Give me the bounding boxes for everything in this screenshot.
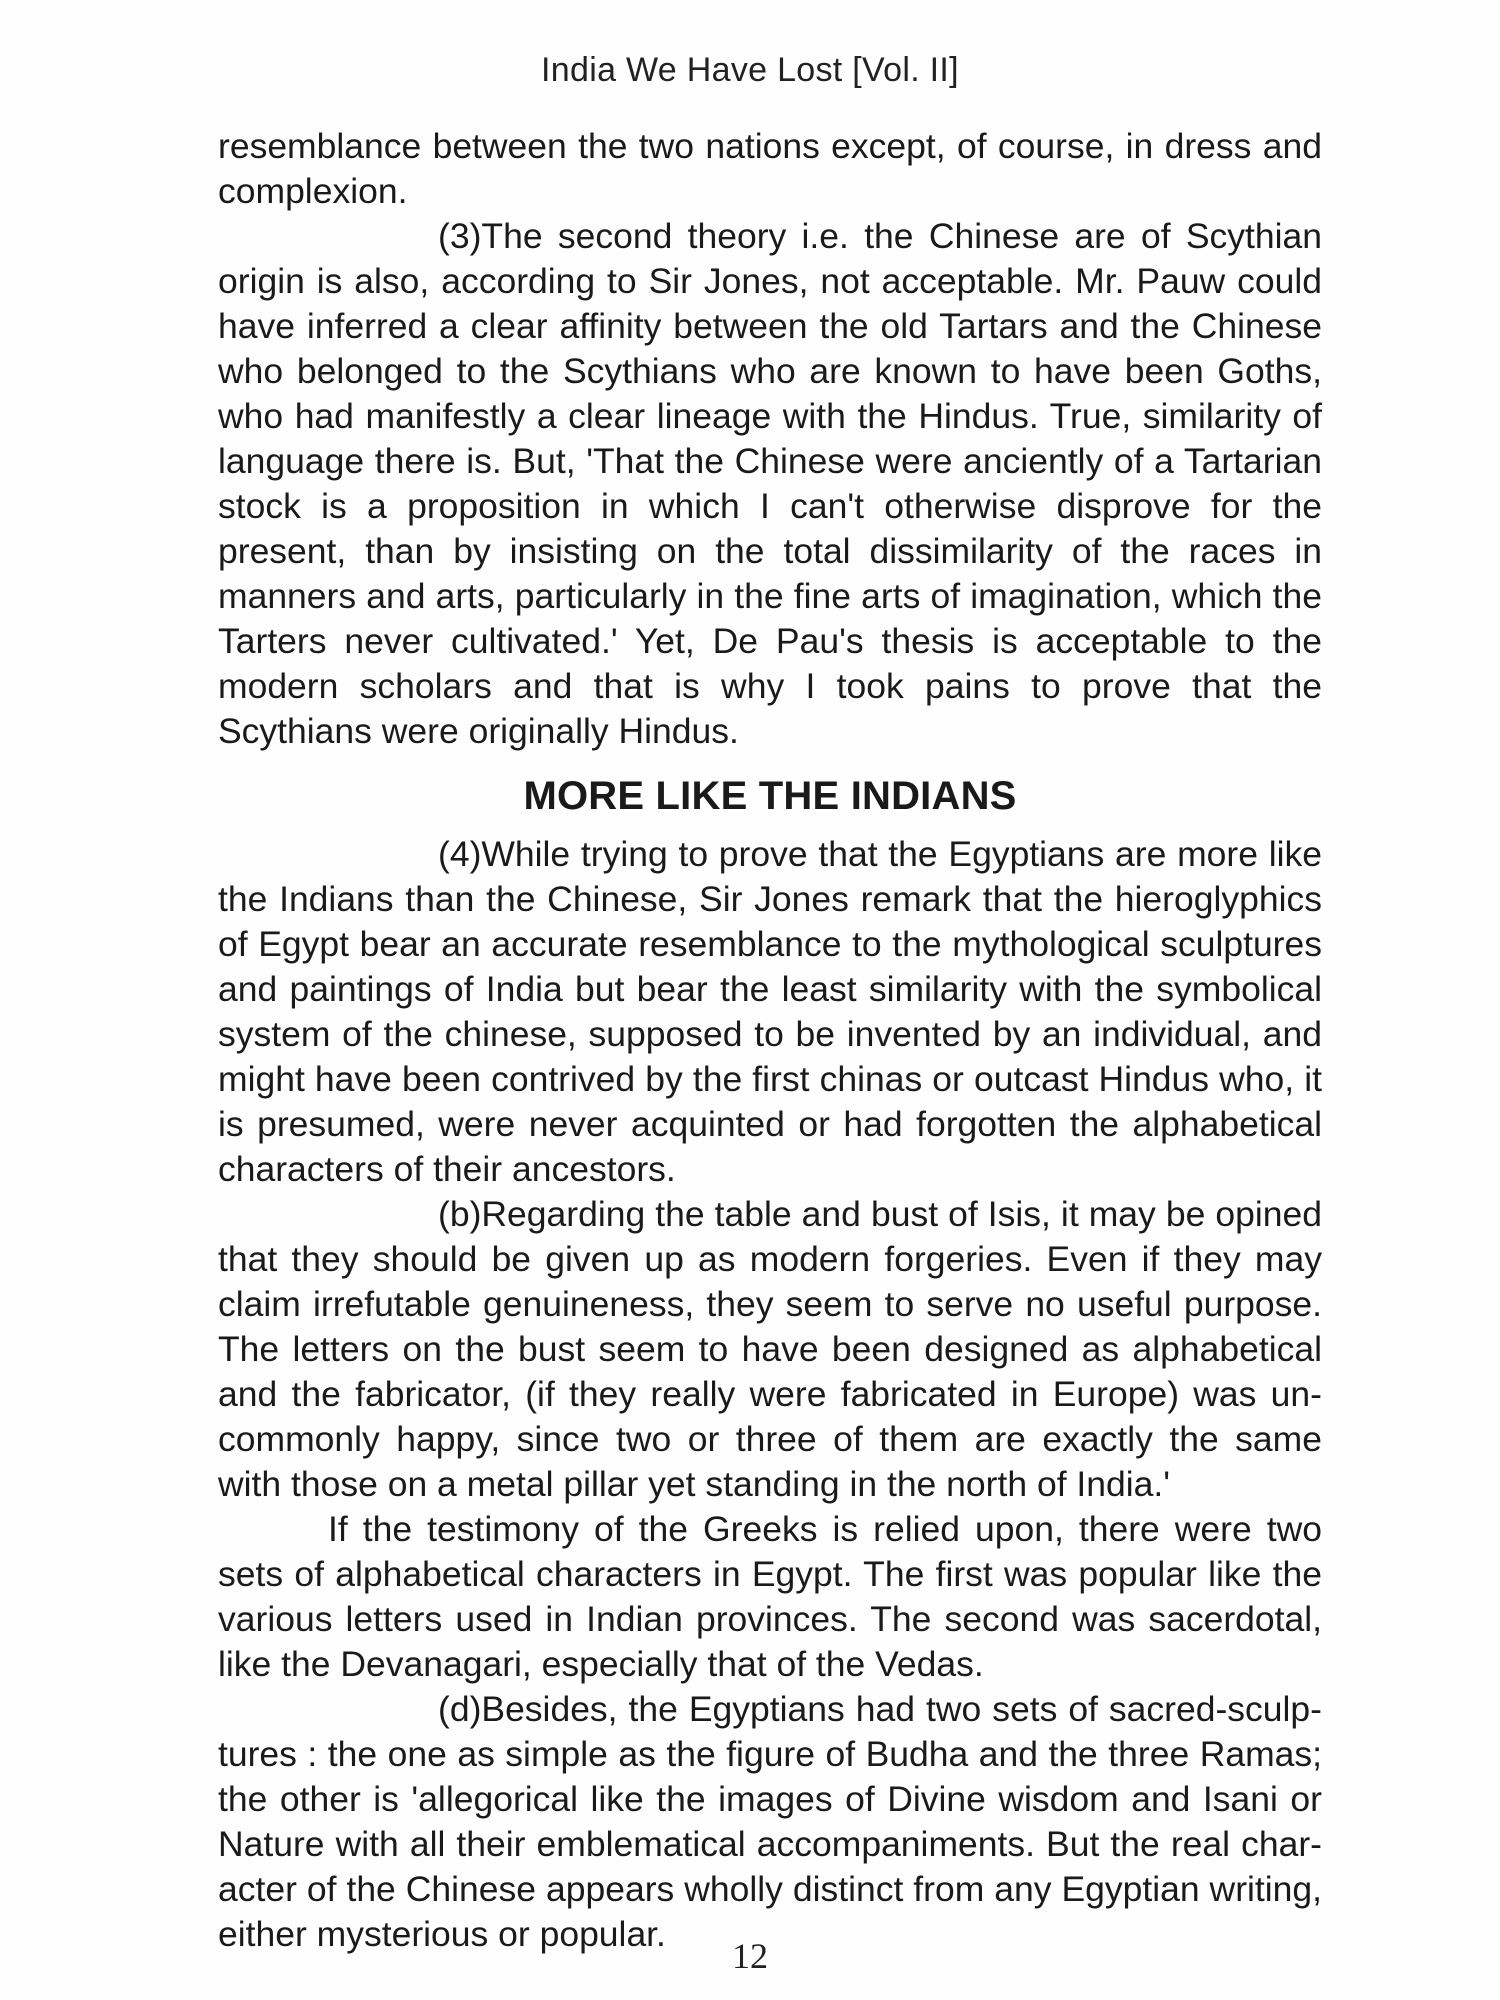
- paragraph-marker: (d): [438, 1689, 482, 1729]
- paragraph-marker: (4): [438, 834, 482, 874]
- paragraph-b: [218, 1192, 1322, 1507]
- paragraph-marker: (3): [438, 216, 482, 256]
- paragraph-text: Regarding the table and bust of Isis, it may be opined that they should be given up as modern forgeries. Even if they may claim irrefutable genuineness, they seem to serve no useful purpose. The letters on the bust seem to have been designed as alphabetical and the fabricator, (if they really were fabricated in Europe) was uncommonly happy, since two or three of them are exactly the same with those on a metal pillar yet standing in the north of India.': [218, 1194, 1322, 1504]
- paragraph-continuation: resemblance between the two nations except, of course, in dress and complexion.: [218, 126, 1322, 211]
- paragraph-d: [218, 1687, 1322, 1957]
- section-heading: MORE LIKE THE INDIANS: [523, 774, 1017, 818]
- paragraph-text: While trying to prove that the Egyptians are more like the Indians than the Chinese, Sir Jones remark that the hieroglyphics of Egypt bear an accurate resemblance to the mythological sculptures and paintings of India but bear the least similarity with the symbolical system of the chinese, supposed to be invented by an individual, and might have been contrived by the first chinas or outcast Hindus who, it is presumed, were never acquinted or had forgotten the alphabetical characters of their ancestors.: [218, 834, 1322, 1189]
- body-text: [218, 124, 1322, 1957]
- page-number: 12: [732, 1936, 768, 1976]
- paragraph-text: Besides, the Egyptians had two sets of sacred-sculptures : the one as simple as the figure of Budha and the three Ramas; the other is 'allegorical like the images of Divine wisdom and Isani or Nature with all their emblematical accompaniments. But the real character of the Chinese appears wholly distinct from any Egyptian writing, either mysterious or popular.: [218, 1689, 1322, 1954]
- running-header-title: India We Have Lost [Vol. II]: [541, 51, 959, 89]
- paragraph-4: [218, 832, 1322, 1192]
- paragraph-3: [218, 214, 1322, 754]
- paragraph-text: The second theory i.e. the Chinese are of Scythian origin is also, according to Sir Jones, not acceptable. Mr. Pauw could have inferred a clear affinity between the old Tartars and the Chinese who belonged to the Scythians who are known to have been Goths, who had manifestly a clear lineage with the Hindus. True, similarity of language there is. But, 'That the Chinese were anciently of a Tartarian stock is a proposition in which I can't otherwise disprove for the present, than by insisting on the total dissimilarity of the races in manners and arts, particularly in the fine arts of imagination, which the Tarters never cultivated.' Yet, De Pau's thesis is acceptable to the modern scholars and that is why I took pains to prove that the Scythians were originally Hindus.: [218, 216, 1322, 751]
- paragraph-marker: (b): [438, 1194, 482, 1234]
- paragraph-greeks-testimony: If the testimony of the Greeks is relied upon, there were two sets of alphabetical characters in Egypt. The first was popular like the various letters used in Indian provinces. The second was sacerdotal, like the Devanagari, especially that of the Vedas.: [218, 1509, 1322, 1684]
